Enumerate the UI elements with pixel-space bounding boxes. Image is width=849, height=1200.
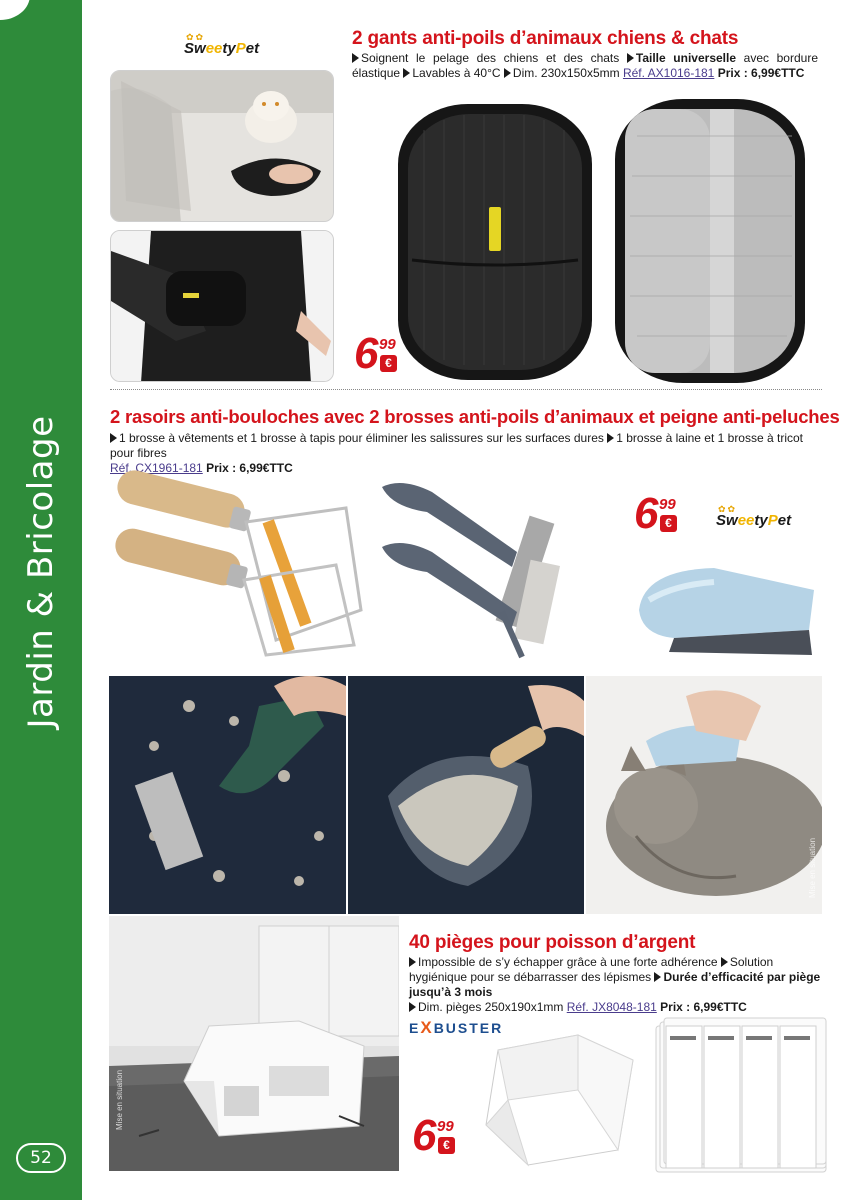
section-divider bbox=[110, 389, 822, 390]
product-2-blue-comb bbox=[634, 560, 820, 660]
product-1-glove-silver bbox=[612, 96, 808, 386]
situation-label-2: Mise en situation bbox=[808, 837, 817, 898]
product-2-title: 2 rasoirs anti-bouloches avec 2 brosses anti-poils d’animaux et peigne anti-peluches bbox=[110, 406, 840, 427]
product-1-ref-link[interactable]: Réf. AX1016-181 bbox=[622, 66, 715, 80]
product-2-grey-brushes bbox=[372, 472, 622, 662]
product-1-brand-logo: ✿✿ SweetyPet bbox=[184, 32, 260, 57]
photo-cat-comb bbox=[586, 676, 822, 914]
product-2-brand-logo: ✿✿ SweetyPet bbox=[716, 504, 792, 529]
photo-trap-on-floor bbox=[109, 916, 399, 1171]
product-2-wooden-razors bbox=[106, 470, 366, 660]
product-3-description: Impossible de s’y échapper grâce à une forte adhérence Solution hygiénique pour se débarrasser des lépismes Durée d’efficacité par piège jusqu’à 3 mois Dim. pièges 250x190x1mm Réf. JX8048-181 Prix : 6,99€TTC bbox=[409, 955, 821, 1014]
product-2-ref-link[interactable]: Réf. CX1961-181 bbox=[110, 461, 203, 475]
product-3-price-badge: 6 99 € bbox=[412, 1111, 454, 1160]
corner-decoration bbox=[0, 0, 30, 20]
photo-razor-on-fabric bbox=[348, 676, 584, 914]
product-2-price-badge: 6 99 € bbox=[634, 489, 676, 538]
situation-label-3: Mise en situation bbox=[115, 1069, 124, 1130]
photo-cat-glove-sofa bbox=[110, 70, 334, 222]
page-number: 52 bbox=[16, 1143, 66, 1173]
product-3-brand-logo: EXBUSTER bbox=[409, 1018, 504, 1037]
product-3-title: 40 pièges pour poisson d’argent bbox=[409, 932, 696, 953]
product-3-trap-stack bbox=[652, 1012, 830, 1174]
product-3-ref-link[interactable]: Réf. JX8048-181 bbox=[566, 1000, 657, 1014]
photo-razor-on-sweater bbox=[109, 676, 346, 914]
product-1-description: Soignent le pelage des chiens et des chats Taille universelle avec bordure élastique Lavables à 40°C Dim. 230x150x5mm Réf. AX1016-181 Prix : 6,99€TTC bbox=[352, 51, 818, 80]
product-1-glove-black bbox=[394, 100, 596, 384]
photo-person-glove bbox=[110, 230, 334, 382]
product-1-price-badge: 6 99 € bbox=[354, 329, 396, 378]
product-3-folded-trap bbox=[478, 1030, 638, 1170]
section-title: Jardin & Bricolage bbox=[21, 415, 61, 729]
product-1-title: 2 gants anti-poils d’animaux chiens & chats bbox=[352, 28, 739, 49]
product-2-description: 1 brosse à vêtements et 1 brosse à tapis pour éliminer les salissures sur les surfaces dures 1 brosse à laine et 1 brosse à tricot pour fibres Réf. CX1961-181 Prix : 6,99€TTC bbox=[110, 431, 804, 475]
